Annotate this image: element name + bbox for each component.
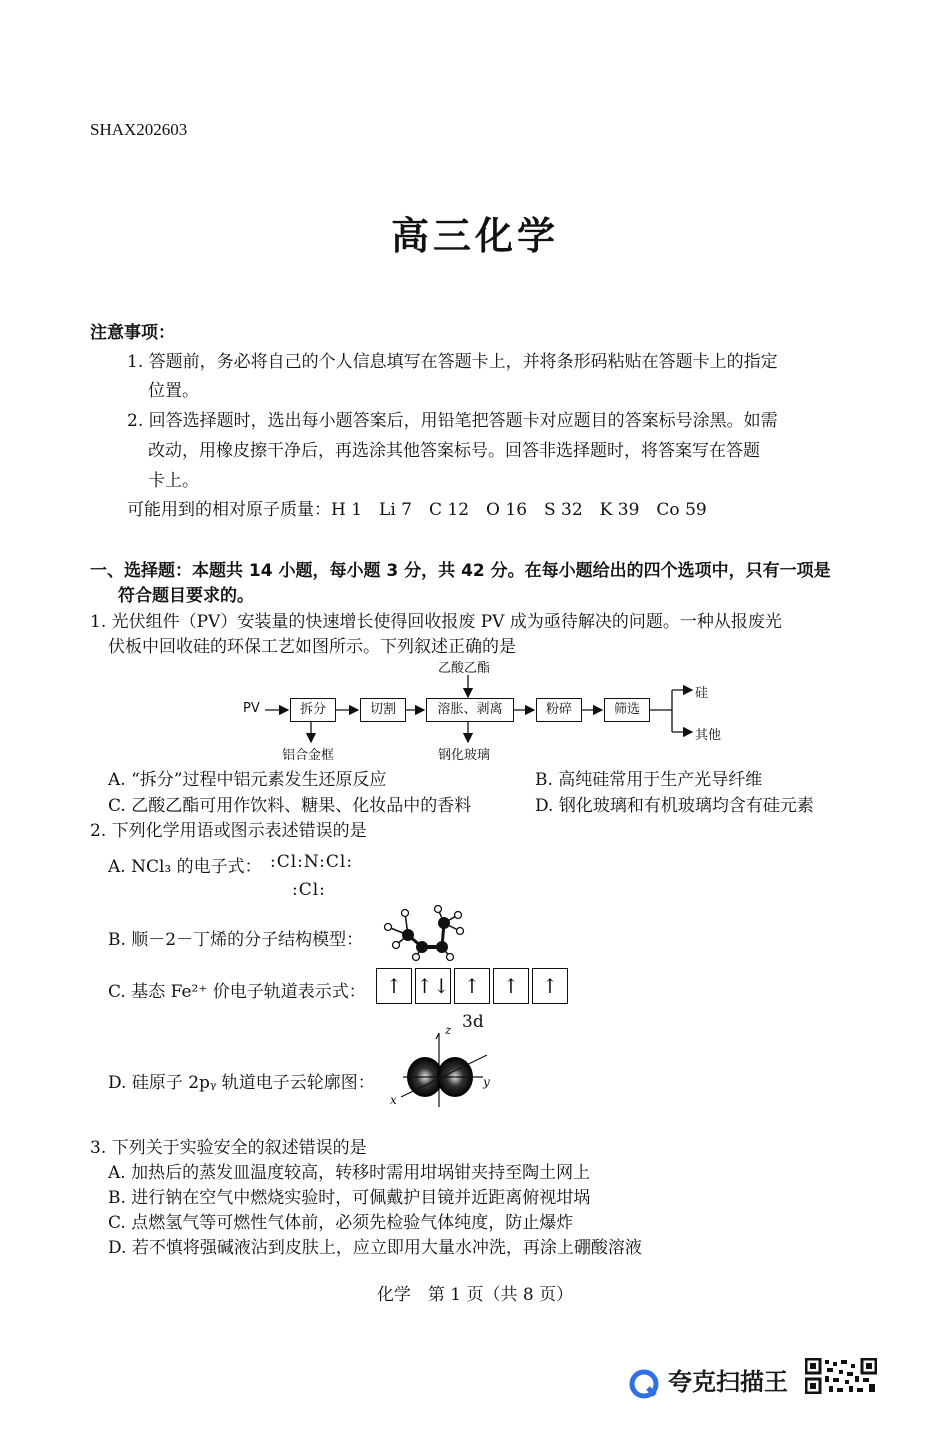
notice-heading: 注意事项： [90, 323, 175, 343]
flow-step-split: 拆分 [290, 698, 336, 722]
notice-item-2-line-2: 改动，用橡皮擦干净后，再选涂其他答案标号。回答非选择题时，将答案写在答题 [148, 441, 760, 461]
axis-z-label: z [445, 1023, 452, 1037]
ncl3-electron-formula: :Cl:N:Cl: [270, 852, 354, 872]
q2-option-a-label: A. NCl₃ 的电子式： [108, 857, 262, 877]
q3-option-b: B. 进行钠在空气中燃烧实验时，可佩戴护目镜并近距离俯视坩埚 [108, 1188, 591, 1208]
orbital-3d-label: 3d [462, 1012, 484, 1032]
flow-step-cut: 切割 [360, 698, 406, 722]
q3-stem: 3. 下列关于实验安全的叙述错误的是 [90, 1138, 367, 1158]
ncl3-electron-formula-bottom: :Cl: [292, 880, 326, 900]
page-title: 高三化学 [390, 214, 559, 258]
page-footer: 化学 第 1 页（共 8 页） [376, 1285, 574, 1305]
q1-option-a: A. “拆分”过程中铝元素发生还原反应 [108, 770, 387, 790]
q1-stem-cont: 伏板中回收硅的环保工艺如图所示。下列叙述正确的是 [108, 637, 516, 657]
notice-item-2-line-3: 卡上。 [148, 471, 199, 491]
atomic-masses: 可能用到的相对原子质量：H 1 Li 7 C 12 O 16 S 32 K 39 Co 59 [127, 500, 707, 520]
flow-output-si: 硅 [695, 686, 709, 701]
q2-stem: 2. 下列化学用语或图示表述错误的是 [90, 821, 367, 841]
flow-step-crush: 粉碎 [536, 698, 582, 722]
p-orbital-diagram [395, 1025, 505, 1115]
section-1-heading: 一、选择题：本题共 14 小题，每小题 3 分，共 42 分。在每小题给出的四个选项中，只有一项是 [90, 561, 831, 581]
cis-2-butene-model [380, 905, 470, 963]
orbital-box-1: ↑ [376, 968, 412, 1004]
axis-y-label: y [483, 1075, 490, 1089]
q1-stem: 1. 光伏组件（PV）安装量的快速增长使得回收报废 PV 成为亟待解决的问题。一种从报废光 [90, 612, 782, 632]
flow-start-pv: PV [243, 701, 260, 716]
notice-item-2-line-1: 2. 回答选择题时，选出每小题答案后，用铅笔把答题卡对应题目的答案标号涂黑。如需 [127, 411, 778, 431]
flow-output-other: 其他 [695, 728, 722, 743]
flow-step-swell: 溶胀、剥离 [426, 698, 514, 722]
scanner-watermark: 夸克扫描王 [668, 1368, 788, 1396]
q3-option-a: A. 加热后的蒸发皿温度较高，转移时需用坩埚钳夹持至陶土网上 [108, 1163, 591, 1183]
orbital-box-5: ↑ [532, 968, 568, 1004]
orbital-box-3: ↑ [454, 968, 490, 1004]
q1-option-d: D. 钢化玻璃和有机玻璃均含有硅元素 [535, 796, 814, 816]
notice-item-1-line-2: 位置。 [148, 381, 199, 401]
scanner-logo-icon [628, 1368, 660, 1400]
q3-option-d: D. 若不慎将强碱液沾到皮肤上，应立即用大量水冲洗，再涂上硼酸溶液 [108, 1238, 642, 1258]
flow-step-sieve: 筛选 [604, 698, 650, 722]
orbital-box-2: ↑↓ [415, 968, 451, 1004]
q2-option-c-label: C. 基态 Fe²⁺ 价电子轨道表示式： [108, 982, 366, 1002]
notice-item-1-line-1: 1. 答题前，务必将自己的个人信息填写在答题卡上，并将条形码粘贴在答题卡上的指定 [127, 352, 778, 372]
section-1-heading-cont: 符合题目要求的。 [118, 586, 254, 606]
q1-option-c: C. 乙酸乙酯可用作饮料、糖果、化妆品中的香料 [108, 796, 472, 816]
qr-code-icon [805, 1358, 877, 1394]
exam-code: SHAX202603 [90, 120, 188, 139]
flow-output-glass: 钢化玻璃 [438, 748, 491, 763]
q3-option-c: C. 点燃氢气等可燃性气体前，必须先检验气体纯度，防止爆炸 [108, 1213, 574, 1233]
q2-option-d-label: D. 硅原子 2pᵧ 轨道电子云轮廓图： [108, 1073, 375, 1093]
q1-option-b: B. 高纯硅常用于生产光导纤维 [535, 770, 763, 790]
axis-x-label: x [390, 1093, 397, 1107]
q2-option-b-label: B. 顺－2－丁烯的分子结构模型： [108, 930, 364, 950]
orbital-box-4: ↑ [493, 968, 529, 1004]
flow-output-al-frame: 铝合金框 [282, 748, 335, 763]
flow-input-ethyl-acetate: 乙酸乙酯 [438, 661, 491, 676]
